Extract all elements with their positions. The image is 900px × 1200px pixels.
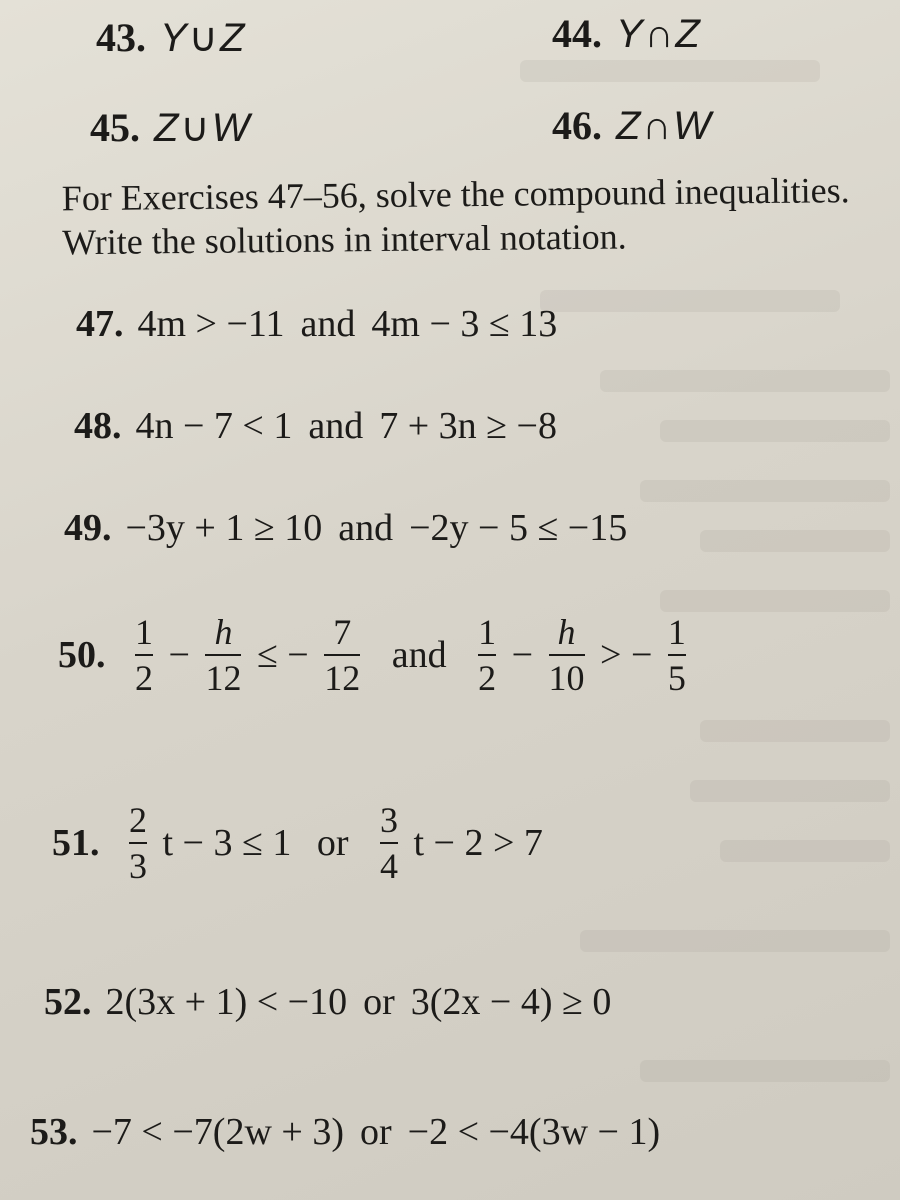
left-inequality: 4n − 7 < 1 (135, 405, 293, 447)
exercise-53 (30, 1110, 660, 1154)
instructions-line-2: Write the solutions in interval notation. (62, 216, 627, 263)
exercise-number: 53. (30, 1111, 78, 1153)
instructions (62, 168, 893, 265)
exercise-number: 51. (52, 822, 100, 864)
conjunction: and (300, 303, 356, 345)
right-inequality: 4m − 3 ≤ 13 (371, 303, 558, 345)
relation: > − (600, 634, 653, 676)
conjunction: and (308, 405, 364, 447)
fraction: $\frac{7}{12}$ (324, 612, 361, 698)
problem-expression: Y∩Z (616, 12, 702, 56)
left-inequality: t − 3 ≤ 1 (162, 822, 292, 864)
operator: − (168, 634, 190, 676)
right-inequality: −2 < −4(3w − 1) (407, 1111, 661, 1153)
exercise-47 (76, 302, 557, 346)
instructions-line-1: For Exercises 47–56, solve the compound inequalities. (61, 170, 850, 219)
fraction: $\frac{1}{2}$ (135, 612, 153, 698)
problem-expression: Y∪Z (160, 16, 247, 60)
exercise-number: 47. (76, 303, 124, 345)
conjunction: or (316, 822, 349, 864)
problem-number: 43. (96, 15, 146, 60)
fraction: $\frac{h}{12}$ (205, 612, 242, 698)
fraction: $\frac{1}{5}$ (667, 612, 686, 698)
conjunction: and (391, 634, 447, 676)
conjunction: or (363, 981, 395, 1023)
exercise-51 (52, 800, 543, 886)
left-inequality: 4m > −11 (137, 303, 285, 345)
fraction: $\frac{h}{10}$ (548, 612, 585, 698)
problem-number: 45. (90, 105, 140, 150)
right-inequality: 7 + 3n ≥ −8 (379, 405, 557, 447)
problem-expression: Z∪W (154, 106, 252, 150)
conjunction: or (359, 1111, 392, 1153)
right-inequality: −2y − 5 ≤ −15 (409, 507, 628, 549)
left-inequality: −7 < −7(2w + 3) (91, 1111, 344, 1153)
exercise-number: 48. (74, 405, 122, 447)
left-inequality: 2(3x + 1) < −10 (105, 981, 348, 1023)
operator: − (511, 634, 534, 676)
exercise-48 (74, 404, 557, 448)
exercise-52 (44, 980, 611, 1024)
fraction: $\frac{3}{4}$ (380, 800, 398, 886)
left-inequality: −3y + 1 ≥ 10 (125, 507, 323, 549)
exercise-number: 52. (44, 981, 92, 1023)
problem-46 (552, 102, 713, 149)
exercise-50 (58, 612, 692, 698)
exercise-number: 49. (64, 507, 112, 549)
exercise-number: 50. (58, 634, 106, 676)
fraction: $\frac{2}{3}$ (129, 800, 147, 886)
fraction: $\frac{1}{2}$ (478, 612, 497, 698)
right-inequality: t − 2 > 7 (413, 822, 543, 864)
problem-expression: Z∩W (616, 104, 713, 148)
relation: ≤ − (256, 634, 309, 676)
problem-44 (552, 10, 702, 57)
problem-43 (96, 14, 246, 61)
problem-45 (90, 104, 251, 151)
conjunction: and (338, 507, 394, 549)
exercise-49 (64, 506, 627, 550)
problem-number: 46. (552, 103, 602, 148)
problem-number: 44. (552, 11, 602, 56)
right-inequality: 3(2x − 4) ≥ 0 (410, 981, 612, 1023)
